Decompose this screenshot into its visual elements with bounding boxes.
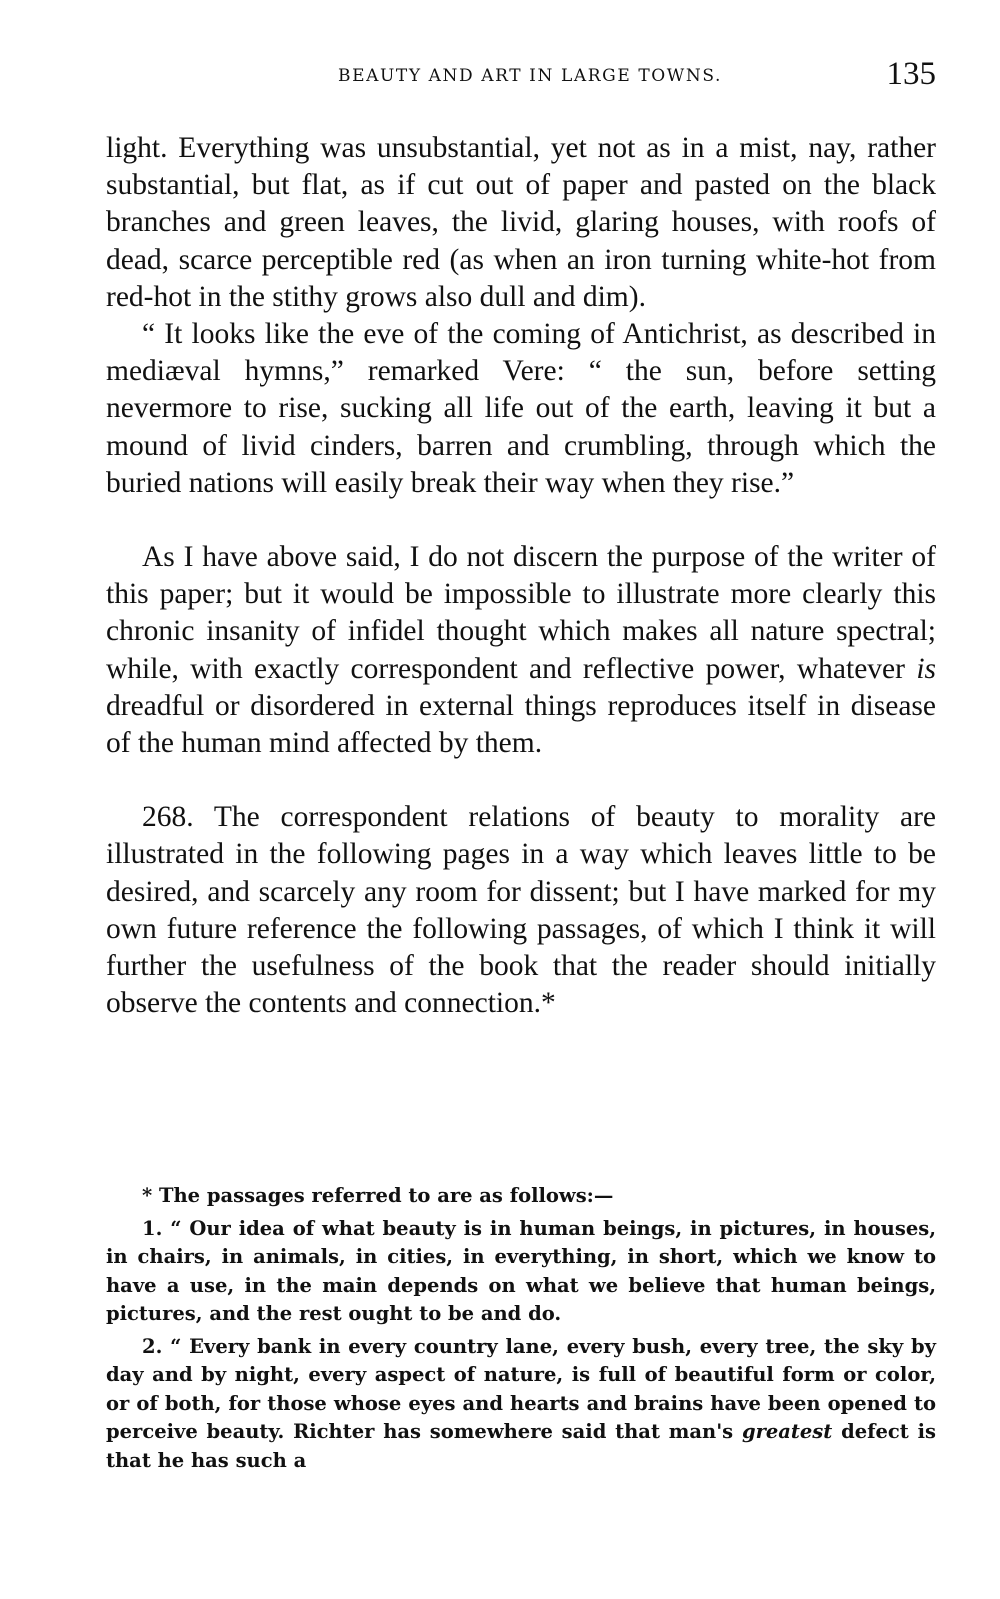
running-title: BEAUTY AND ART IN LARGE TOWNS. [338, 66, 722, 86]
paragraph-268: 268. The correspondent relations of beauty to morality are illustrated in the following pages in a way which leaves little to be desired, and scarcely any room for dissent; but I have marked for my own future reference the following passages, of which I think it will further the usefulness of the book that the reader should initially observe the contents and connection.* [106, 801, 936, 1020]
footnote-item-2-emphasis: greatest [741, 1420, 833, 1443]
paragraph-commentary-emphasis: is [916, 652, 936, 685]
paragraph-quote: “ It looks like the eve of the coming of Antichrist, as described in mediæval hymns,” remarked Vere: “ the sun, before setting nevermore to rise, sucking all life out of the earth, leaving it but a mound of livid cinders, barren and crumbling, through which the buried nations will easily break their way when they rise.” [106, 318, 936, 499]
page-number: 135 [886, 56, 936, 92]
paragraph-continued: light. Everything was unsubstantial, yet not as in a mist, nay, rather substantial, but flat, as if cut out of paper and pasted on the black branches and green leaves, the livid, glaring houses, with roofs of dead, scarce perceptible red (as when an iron turning white-hot from red-hot in the stithy grows also dull and dim). [106, 132, 936, 313]
footnote-intro: * The passages referred to are as follows:— [142, 1184, 614, 1207]
footnote-item-2 [106, 1333, 936, 1476]
footnote-item-2-part1: 2. “ Every bank in every country lane, every bush, every tree, the sky by day and by night, every aspect of nature, is full of beautiful form or color, or of both, for those whose eyes and hearts and brains have been opened to perceive beauty. Richter has somewhere said that man's [106, 1334, 936, 1443]
footnotes [106, 1182, 936, 1475]
footnote-item-2-part2: defect is that he has such a [106, 1420, 936, 1472]
main-text [106, 130, 936, 1022]
paragraph-commentary [106, 539, 936, 762]
footnote-item-1: 1. “ Our idea of what beauty is in human beings, in pictures, in houses, in chairs, in animals, in cities, in everything, in short, which we know to have a use, in the main depends on what we believe that human beings, pictures, and the rest ought to be and do. [106, 1216, 936, 1325]
running-header [106, 56, 936, 102]
paragraph-commentary-part2: dreadful or disordered in external things reproduces itself in disease of the human mind affected by them. [106, 689, 936, 760]
paragraph-commentary-part1: As I have above said, I do not discern the purpose of the writer of this paper; but it would be impossible to illustrate more clearly this chronic insanity of infidel thought which makes all nature spectral; while, with exactly correspondent and reflective power, whatever [106, 541, 936, 685]
